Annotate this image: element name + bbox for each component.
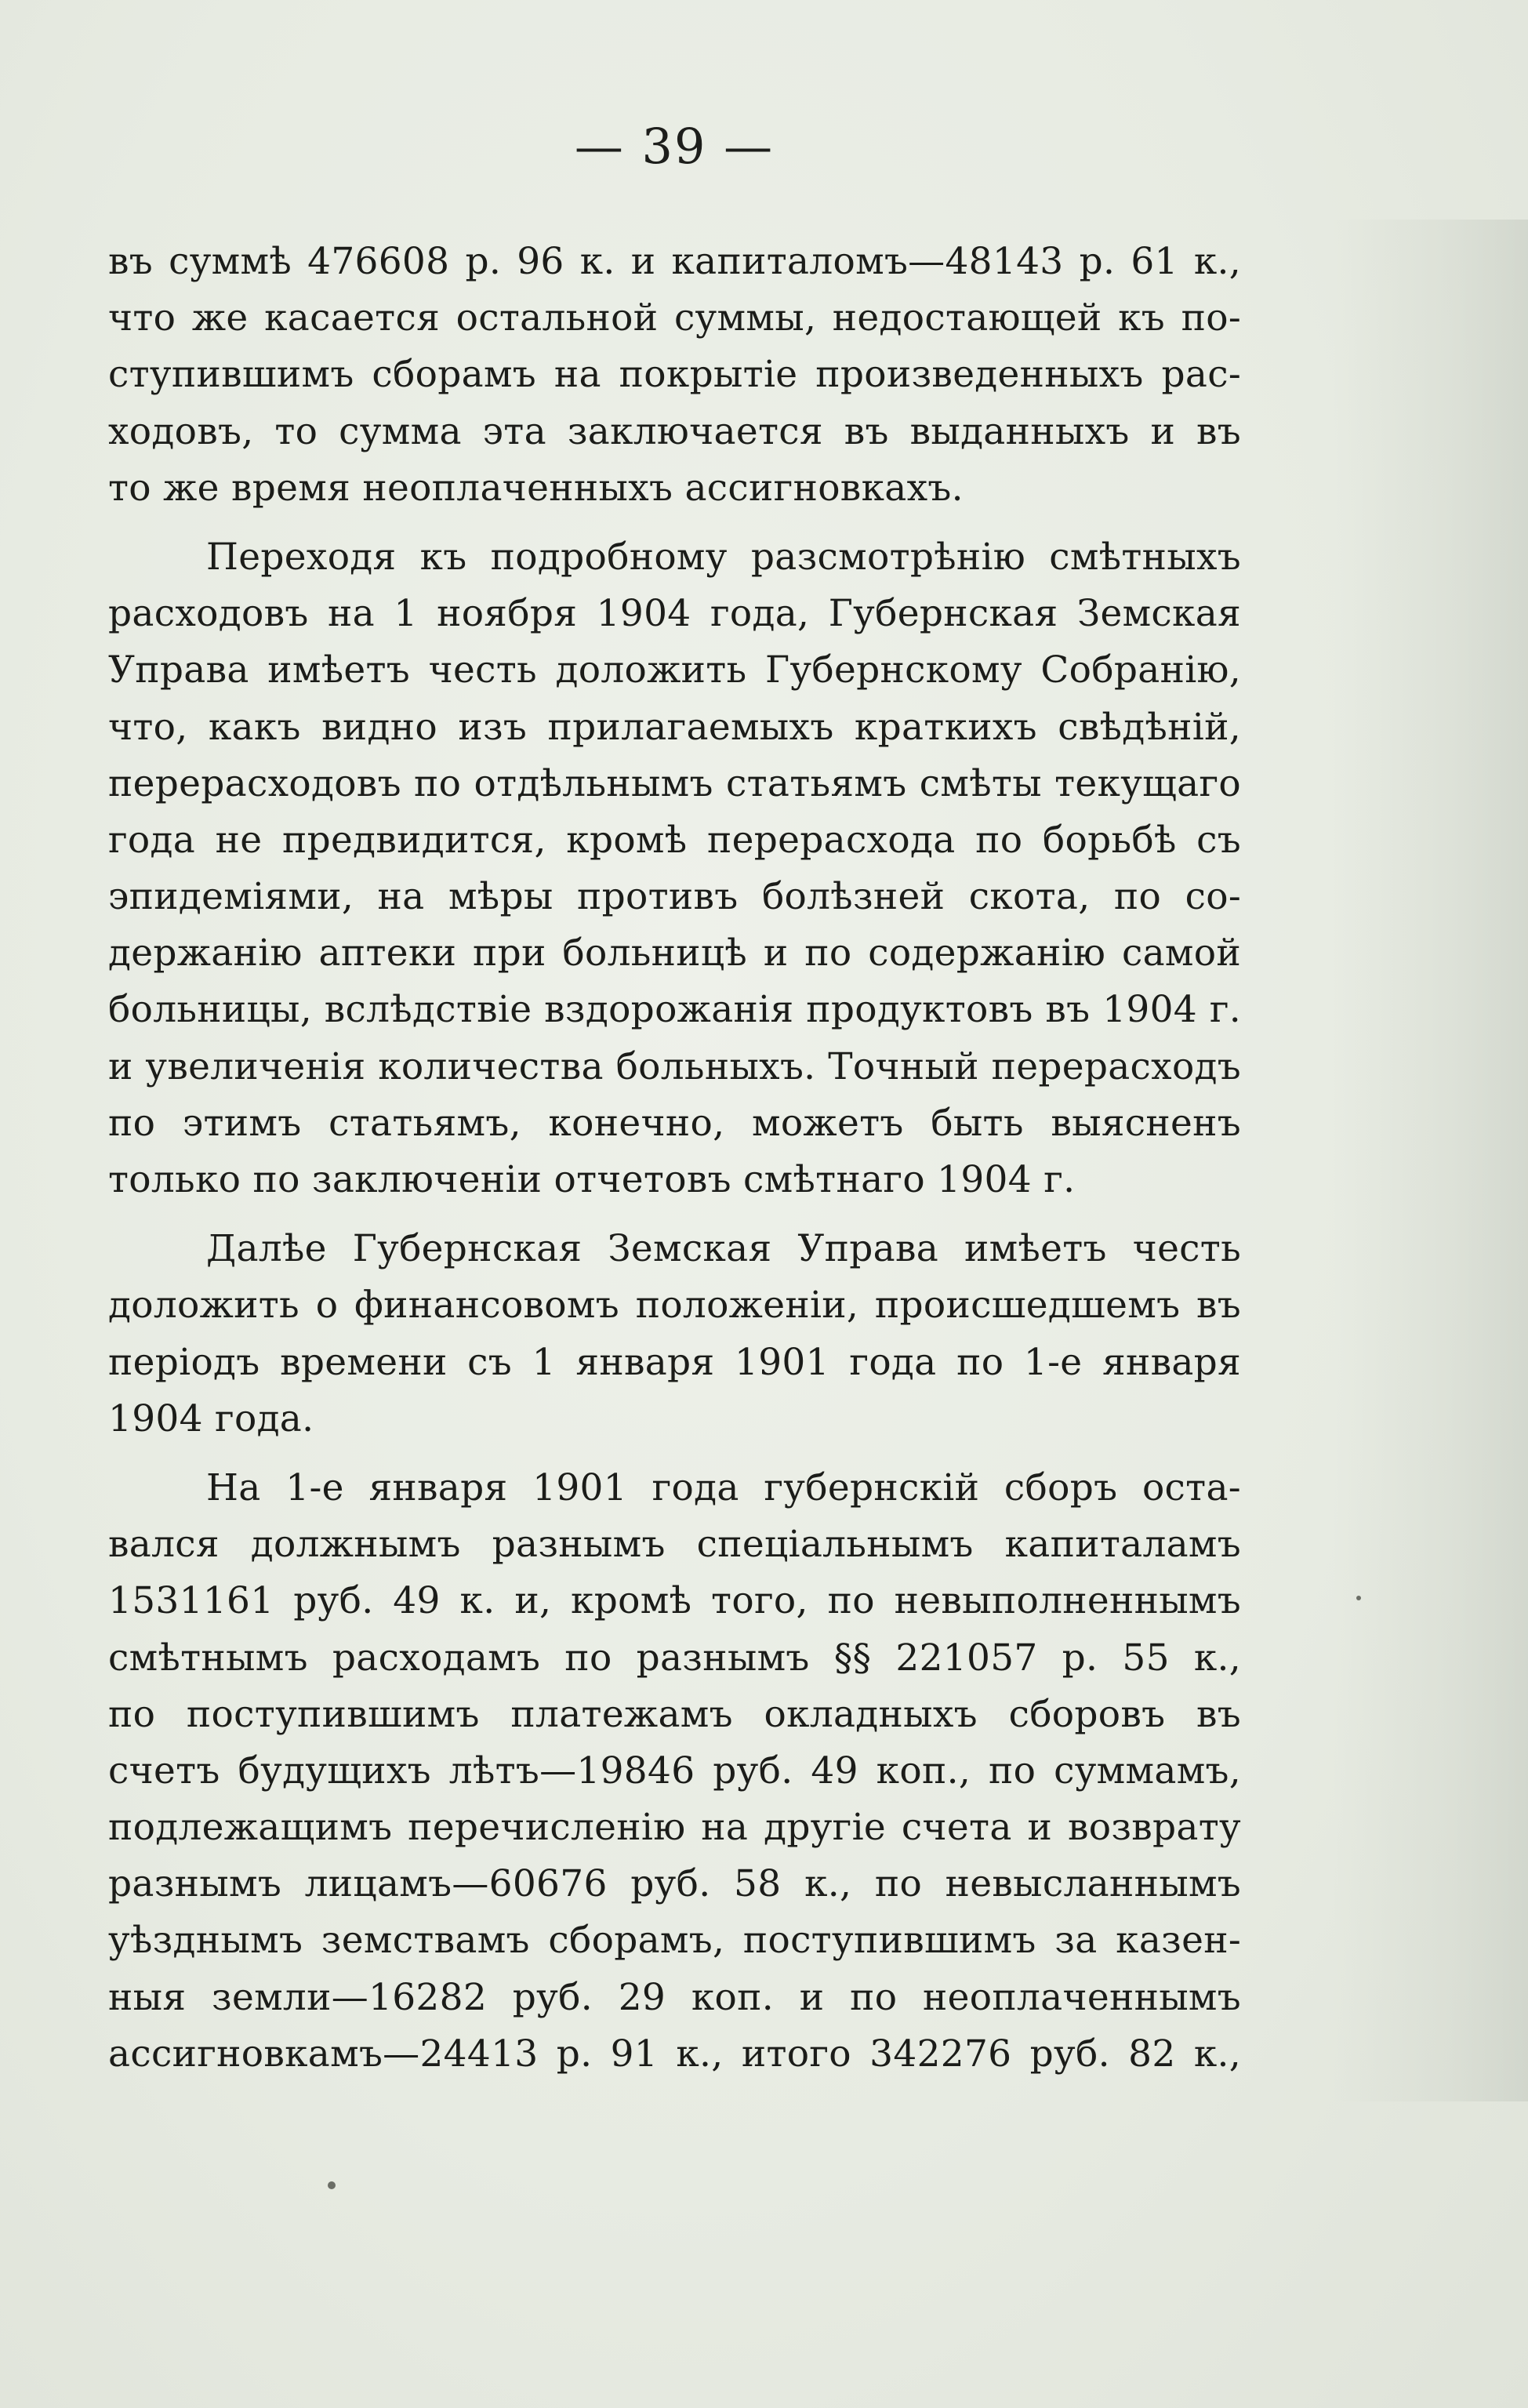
text-line: ныя земли—16282 руб. 29 коп. и по неоплаченнымъ bbox=[108, 1975, 1241, 2019]
bleed-through-shadow bbox=[1333, 220, 1528, 2101]
text-line: эпидеміями, на мѣры противъ болѣзней скота, по со- bbox=[108, 875, 1241, 919]
text-line: больницы, вслѣдствіе вздорожанія продуктовъ въ 1904 г. bbox=[108, 988, 1241, 1032]
text-line: то же время неоплаченныхъ ассигновкахъ. bbox=[108, 466, 964, 510]
body-text bbox=[108, 234, 1241, 2083]
ink-speck bbox=[1356, 1596, 1361, 1600]
text-line: года не предвидится, кромѣ перерасхода по борьбѣ съ bbox=[108, 818, 1241, 862]
text-line: доложить о финансовомъ положеніи, происшедшемъ въ bbox=[108, 1284, 1241, 1327]
text-line: уѣзднымъ земствамъ сборамъ, поступившимъ за казен- bbox=[108, 1919, 1241, 1963]
text-line: Далѣе Губернская Земская Управа имѣетъ честь bbox=[206, 1227, 1241, 1271]
text-line: и увеличенія количества больныхъ. Точный перерасходъ bbox=[108, 1044, 1241, 1088]
text-line: по поступившимъ платежамъ окладныхъ сборовъ въ bbox=[108, 1692, 1241, 1736]
text-line: Переходя къ подробному разсмотрѣнію смѣтныхъ bbox=[206, 535, 1241, 579]
text-line: держанію аптеки при больницѣ и по содержанію самой bbox=[108, 932, 1241, 975]
text-line: смѣтнымъ расходамъ по разнымъ §§ 221057 р. 55 к., bbox=[108, 1636, 1241, 1680]
text-line: только по заключеніи отчетовъ смѣтнаго 1904 г. bbox=[108, 1158, 1076, 1201]
text-line: вался должнымъ разнымъ спеціальнымъ капиталамъ bbox=[108, 1523, 1241, 1567]
text-line: На 1-е января 1901 года губернскій сборъ оста- bbox=[206, 1466, 1241, 1509]
text-line: разнымъ лицамъ—60676 руб. 58 к., по невысланнымъ bbox=[108, 1862, 1241, 1906]
text-line: что же касается остальной суммы, недостающей къ по- bbox=[108, 296, 1241, 340]
text-line: ходовъ, то сумма эта заключается въ выданныхъ и въ bbox=[108, 409, 1241, 453]
text-line: 1904 года. bbox=[108, 1396, 314, 1440]
text-line: что, какъ видно изъ прилагаемыхъ краткихъ свѣдѣній, bbox=[108, 705, 1241, 749]
text-line: расходовъ на 1 ноября 1904 года, Губернская Земская bbox=[108, 592, 1241, 636]
paragraph bbox=[108, 529, 1241, 1208]
text-line: Управа имѣетъ честь доложить Губернскому Собранію, bbox=[108, 648, 1241, 692]
page-number: — 39 — bbox=[574, 118, 775, 175]
text-line: по этимъ статьямъ, конечно, можетъ быть выясненъ bbox=[108, 1101, 1241, 1145]
text-line: счетъ будущихъ лѣтъ—19846 руб. 49 коп., по суммамъ, bbox=[108, 1749, 1241, 1792]
text-line: подлежащимъ перечисленію на другіе счета и возврату bbox=[108, 1806, 1241, 1850]
paragraph bbox=[108, 234, 1241, 517]
paragraph bbox=[108, 1460, 1241, 2083]
text-line: ступившимъ сборамъ на покрытіе произведенныхъ рас- bbox=[108, 353, 1241, 397]
paragraph bbox=[108, 1221, 1241, 1447]
text-line: ассигновкамъ—24413 р. 91 к., итого 342276 руб. 82 к., bbox=[108, 2032, 1241, 2076]
text-line: періодъ времени съ 1 января 1901 года по 1-е января bbox=[108, 1340, 1241, 1384]
text-line: перерасходовъ по отдѣльнымъ статьямъ смѣты текущаго bbox=[108, 761, 1241, 805]
text-line: въ суммѣ 476608 р. 96 к. и капиталомъ—48143 р. 61 к., bbox=[108, 240, 1241, 283]
text-line: 1531161 руб. 49 к. и, кромѣ того, по невыполненнымъ bbox=[108, 1579, 1241, 1623]
ink-speck bbox=[328, 2181, 336, 2189]
